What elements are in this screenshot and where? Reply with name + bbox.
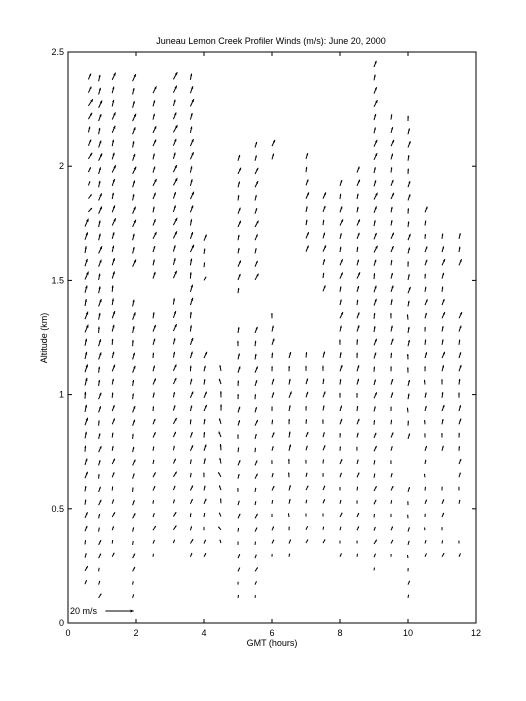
wind-vector [237,488,238,492]
y-axis-label: Altitude (km) [39,312,49,364]
wind-vector [272,514,273,517]
wind-vector [323,513,324,516]
x-tick-label: 12 [470,628,482,638]
y-tick-label: 1.5 [51,275,64,286]
wind-vector [203,527,204,530]
wind-vector [323,473,324,477]
wind-vector [407,501,408,505]
wind-vector [340,541,341,544]
wind-vector [441,487,442,491]
wind-vector [272,554,273,557]
wind-vector [305,460,306,464]
wind-vector [425,514,426,517]
x-tick-label: 6 [269,628,275,638]
wind-vector [424,433,425,437]
wind-vector [238,542,239,545]
wind-vector [357,541,358,544]
wind-vector [459,541,460,544]
x-axis-label: GMT (hours) [246,638,298,648]
x-tick-label: 10 [402,628,414,638]
x-tick-label: 0 [65,628,71,638]
x-tick-label: 8 [337,628,343,638]
chart-title: Juneau Lemon Creek Profiler Winds (m/s): June 20, 2000 [156,36,386,46]
wind-vector [458,487,459,491]
x-tick-label: 4 [201,628,207,638]
wind-vector [442,527,443,530]
wind-vector [357,500,358,503]
y-tick-label: 1 [58,389,64,400]
x-tick-label: 2 [133,628,139,638]
wind-vector [390,460,391,464]
wind-vector [391,554,392,557]
wind-vector [238,582,239,585]
y-tick-label: 0.5 [51,503,64,514]
y-tick-label: 2.5 [51,47,64,57]
wind-vector [391,514,392,517]
y-tick-label: 0 [58,618,64,628]
y-tick-label: 2 [58,161,64,172]
wind-vector [408,568,409,571]
wind-vector [356,447,357,451]
wind-vector [306,514,307,517]
reference-vector-label: 20 m/s [70,606,98,616]
wind-vector [339,487,340,491]
wind-vector [271,460,272,464]
